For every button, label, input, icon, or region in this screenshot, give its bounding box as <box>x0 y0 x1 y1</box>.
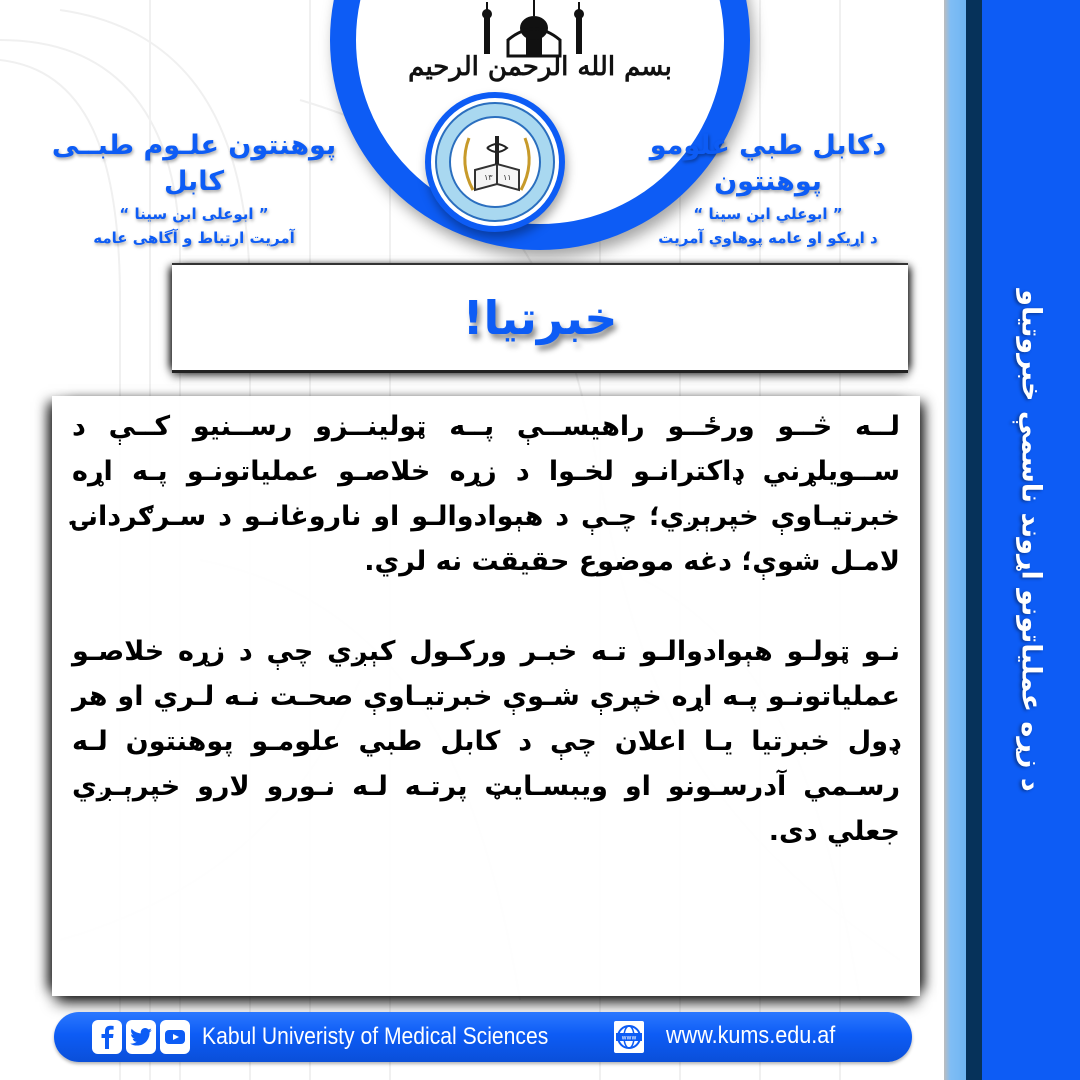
book-caduceus-icon <box>451 118 543 210</box>
facebook-icon[interactable] <box>92 1020 122 1054</box>
announcement-title: خبرتیا! <box>462 291 618 345</box>
header-pashto <box>598 128 938 250</box>
header-dari <box>44 128 344 250</box>
header-pashto-subtitle: ” ابوعلي ابن سینا “ <box>693 205 843 223</box>
mosque-icon <box>468 0 598 60</box>
announcement-body <box>72 404 900 899</box>
side-banner-text: د زړه عملیاتونو اړوند ناسمې خبروتیاو <box>1015 288 1047 792</box>
side-banner-text-wrap <box>982 0 1080 1080</box>
svg-text:١٣: ١٣ <box>484 173 493 182</box>
header-pashto-title: دکابل طبي علومو پوهنتون <box>649 130 887 197</box>
bismillah-calligraphy: بسم الله الرحمن الرحیم <box>408 52 672 82</box>
footer-institution-name: Kabul Univeristy of Medical Sciences <box>202 1023 549 1050</box>
svg-text:www: www <box>621 1034 637 1042</box>
side-bar-shadow <box>966 0 982 1080</box>
svg-text:١١: ١١ <box>503 173 512 182</box>
website-link[interactable]: www.kums.edu.af <box>666 1022 836 1049</box>
header-dari-department: آمریت ارتباط و آگاهی عامه <box>93 229 295 247</box>
side-bar-highlight <box>944 0 966 1080</box>
footer-bar <box>54 1012 912 1062</box>
body-paragraph: نـو ټولـو هېوادوالـو تـه خبـر ورکـول کېږي چې د زړه خلاصـو عملیاتونـو پـه اړه خپرې شـوې خبرتیـاوې صحـت نـه لـري او هر ډول خبرتیا یـا اعلان چې د کابل طبي علومـو پوهنتون لـه رسـمي آدرسـونو او ویبسـایټ پرتـه لـه نـورو لارو خپرېـږي جعلي دی. <box>72 636 900 847</box>
body-paragraph: لــه څــو ورځــو راهیســې پــه ټولینــزو رســنیو کــې د ســویلړني ډاکترانـو لخـوا د زړه خلاصـو عملیاتونـو پـه اړه خبرتیـاوې خپرېږي؛ چـې د هېوادوالـو او ناروغانـو د سـرګردانۍ لامـل شوې؛ دغه موضوع حقیقت نه لري. <box>72 411 900 577</box>
header-dari-title: پوهنتون علـوم طبــی کابل <box>51 130 337 197</box>
youtube-icon[interactable] <box>160 1020 190 1054</box>
header-dari-subtitle: ” ابوعلی ابن سینا “ <box>119 205 269 223</box>
header-pashto-department: د اړیکو او عامه پوهاوي آمریت <box>658 229 878 247</box>
university-seal-logo <box>425 92 565 232</box>
globe-www-icon <box>614 1021 644 1053</box>
seal-core <box>449 116 541 208</box>
twitter-icon[interactable] <box>126 1020 156 1054</box>
social-icons <box>92 1020 190 1054</box>
